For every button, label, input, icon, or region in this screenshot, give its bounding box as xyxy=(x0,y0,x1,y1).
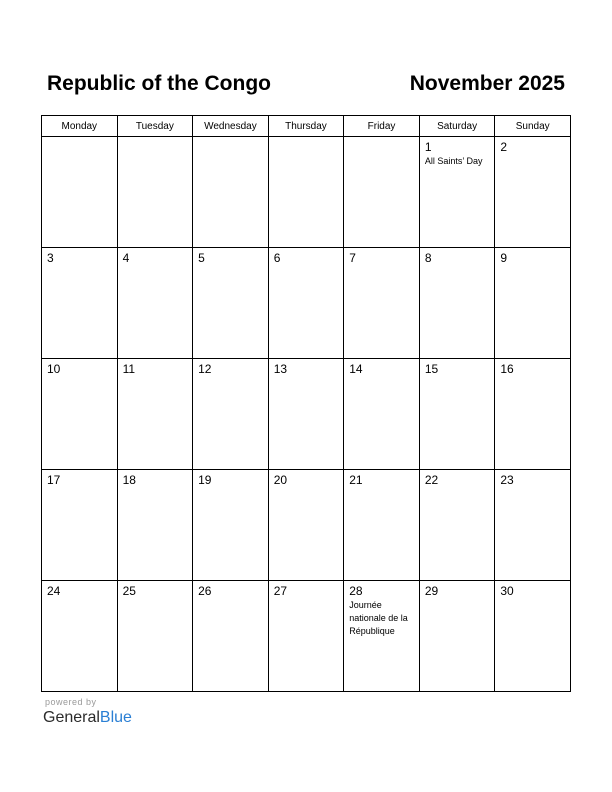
day-cell xyxy=(42,137,118,248)
weekday-header: Thursday xyxy=(268,116,344,137)
brand-blue-text: Blue xyxy=(99,709,132,726)
day-cell xyxy=(42,248,118,359)
day-number: 8 xyxy=(424,251,432,265)
weekday-header: Wednesday xyxy=(193,116,269,137)
weekday-header: Monday xyxy=(42,116,118,137)
day-number: 12 xyxy=(198,362,212,376)
day-cell xyxy=(117,359,193,470)
weekday-header: Sunday xyxy=(495,116,571,137)
day-number: 9 xyxy=(500,251,508,265)
day-cell xyxy=(193,137,269,248)
day-cell xyxy=(117,581,193,692)
powered-by-label: powered by xyxy=(45,697,97,707)
weekday-header: Tuesday xyxy=(117,116,193,137)
day-cell xyxy=(419,581,495,692)
week-row xyxy=(42,581,571,692)
day-cell xyxy=(495,470,571,581)
day-cell xyxy=(495,137,571,248)
day-number: 11 xyxy=(122,362,136,376)
day-number: 6 xyxy=(273,251,281,265)
day-cell xyxy=(42,359,118,470)
day-number: 24 xyxy=(47,584,61,598)
day-cell xyxy=(193,470,269,581)
day-number: 14 xyxy=(349,362,363,376)
day-number: 29 xyxy=(424,584,439,598)
weekday-header: Saturday xyxy=(419,116,495,137)
day-cell xyxy=(495,359,571,470)
day-cell xyxy=(419,359,495,470)
branding xyxy=(43,697,132,728)
day-cell xyxy=(419,470,495,581)
day-number: 22 xyxy=(424,473,439,487)
day-number: 25 xyxy=(122,584,136,598)
day-cell xyxy=(193,359,269,470)
day-number: 1 xyxy=(424,140,432,154)
day-cell xyxy=(268,137,344,248)
day-cell xyxy=(268,470,344,581)
day-cell xyxy=(193,248,269,359)
day-number: 10 xyxy=(47,362,61,376)
weekday-header-row xyxy=(42,116,571,137)
day-cell xyxy=(117,470,193,581)
calendar-country-title: Republic of the Congo xyxy=(47,72,271,95)
day-number: 21 xyxy=(349,473,363,487)
day-cell xyxy=(344,470,420,581)
holiday-label: Journée nationale de la République xyxy=(349,600,408,636)
day-cell xyxy=(495,248,571,359)
day-number: 4 xyxy=(122,251,130,265)
day-cell xyxy=(268,581,344,692)
calendar-month-title: November 2025 xyxy=(409,72,565,95)
day-number: 5 xyxy=(198,251,205,265)
generalblue-logo xyxy=(43,708,132,728)
day-cell xyxy=(117,248,193,359)
day-number: 3 xyxy=(47,251,54,265)
day-cell xyxy=(268,359,344,470)
day-cell xyxy=(344,359,420,470)
week-row xyxy=(42,137,571,248)
day-cell xyxy=(193,581,269,692)
week-row xyxy=(42,248,571,359)
weekday-header: Friday xyxy=(344,116,420,137)
day-number: 2 xyxy=(500,140,508,154)
day-number: 13 xyxy=(273,362,288,376)
day-number: 7 xyxy=(349,251,356,265)
calendar-grid xyxy=(41,115,571,692)
day-number: 23 xyxy=(500,473,514,487)
day-cell xyxy=(419,137,495,248)
day-number: 16 xyxy=(500,362,514,376)
day-cell xyxy=(419,248,495,359)
week-row xyxy=(42,359,571,470)
day-cell xyxy=(117,137,193,248)
day-cell xyxy=(344,248,420,359)
day-number: 19 xyxy=(198,473,212,487)
day-number: 17 xyxy=(47,473,61,487)
week-row xyxy=(42,470,571,581)
day-cell xyxy=(42,581,118,692)
day-cell xyxy=(268,248,344,359)
day-number: 15 xyxy=(424,362,439,376)
holiday-label: All Saints’ Day xyxy=(424,156,483,166)
day-number: 20 xyxy=(273,473,288,487)
day-cell xyxy=(42,470,118,581)
day-number: 30 xyxy=(500,584,514,598)
day-number: 18 xyxy=(122,473,136,487)
day-cell xyxy=(344,581,420,692)
day-number: 27 xyxy=(273,584,288,598)
brand-general-text: General xyxy=(43,709,100,726)
day-number: 28 xyxy=(349,584,363,598)
day-number: 26 xyxy=(198,584,212,598)
day-cell xyxy=(344,137,420,248)
day-cell xyxy=(495,581,571,692)
